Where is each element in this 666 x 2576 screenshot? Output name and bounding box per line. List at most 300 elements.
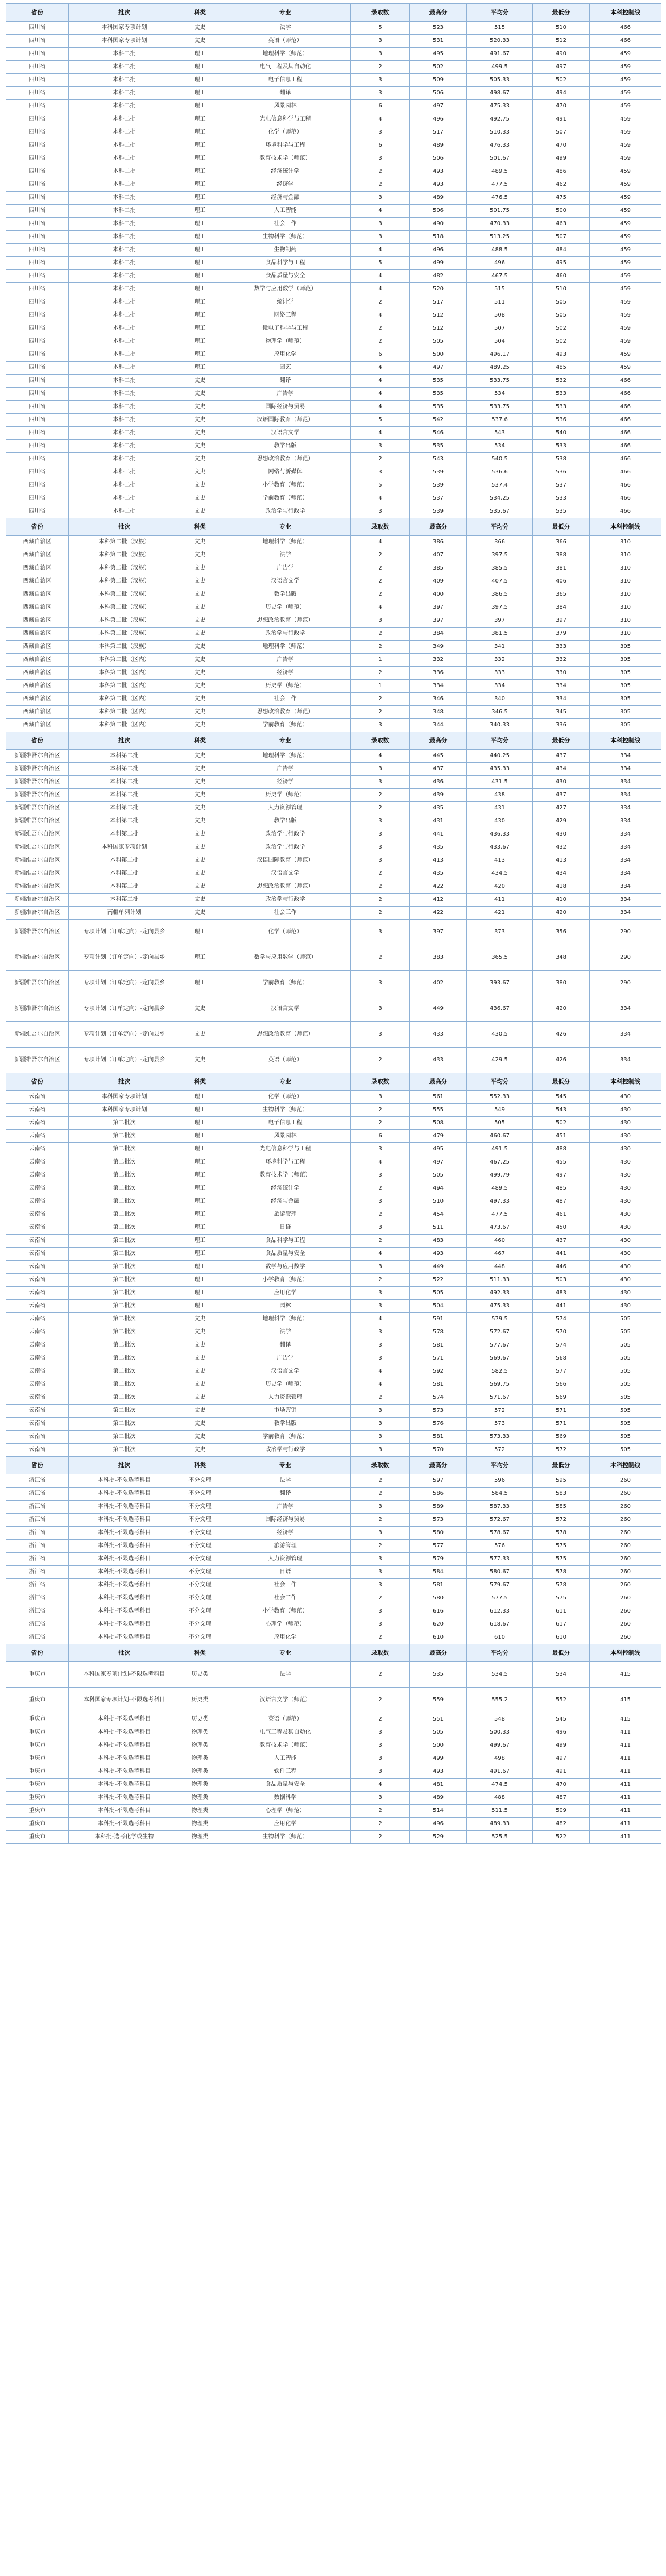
cell-admitted-count: 1 (351, 654, 410, 667)
cell-admitted-count: 3 (351, 126, 410, 139)
cell-category: 文史 (180, 614, 220, 628)
cell-batch: 第二批次 (69, 1405, 180, 1418)
cell-major: 社会工作 (220, 1579, 351, 1592)
cell-batch: 本科二批 (69, 244, 180, 257)
cell-control-line: 505 (590, 1339, 661, 1352)
cell-control-line: 430 (590, 1091, 661, 1104)
cell-avg-score: 407.5 (467, 575, 533, 588)
cell-province: 四川省 (6, 165, 69, 178)
cell-avg-score: 429.5 (467, 1048, 533, 1073)
cell-avg-score: 552.33 (467, 1091, 533, 1104)
cell-category: 理工 (180, 283, 220, 296)
cell-major: 汉语言文学 (220, 427, 351, 440)
header-max-score: 最高分 (410, 1644, 467, 1662)
cell-max-score: 509 (410, 74, 467, 87)
cell-avg-score: 430.5 (467, 1022, 533, 1048)
cell-admitted-count: 3 (351, 1431, 410, 1444)
cell-avg-score: 475.33 (467, 100, 533, 113)
cell-province: 浙江省 (6, 1592, 69, 1605)
cell-category: 历史类 (180, 1713, 220, 1726)
cell-max-score: 497 (410, 100, 467, 113)
cell-control-line: 260 (590, 1631, 661, 1644)
cell-batch: 本科第二批 (69, 776, 180, 789)
cell-admitted-count: 3 (351, 854, 410, 867)
cell-min-score: 437 (533, 789, 590, 802)
cell-admitted-count: 2 (351, 1592, 410, 1605)
cell-major: 电子信息工程 (220, 74, 351, 87)
cell-avg-score: 421 (467, 907, 533, 920)
cell-max-score: 535 (410, 440, 467, 453)
cell-category: 文史 (180, 828, 220, 841)
cell-control-line: 334 (590, 828, 661, 841)
header-admitted-count: 录取数 (351, 1457, 410, 1474)
cell-avg-score: 475.33 (467, 1300, 533, 1313)
cell-batch: 本科二批 (69, 178, 180, 192)
cell-category: 物理类 (180, 1765, 220, 1779)
cell-category: 文史 (180, 492, 220, 505)
cell-category: 文史 (180, 414, 220, 427)
cell-admitted-count: 3 (351, 1444, 410, 1457)
cell-control-line: 260 (590, 1605, 661, 1618)
cell-max-score: 494 (410, 1182, 467, 1195)
table-row (6, 492, 661, 505)
cell-batch: 本科第二批 (69, 750, 180, 763)
cell-min-score: 534 (533, 1662, 590, 1688)
cell-avg-score: 534.5 (467, 1662, 533, 1688)
cell-admitted-count: 3 (351, 35, 410, 48)
cell-control-line: 260 (590, 1566, 661, 1579)
cell-batch: 本科二批 (69, 505, 180, 518)
cell-batch: 南疆单列计划 (69, 907, 180, 920)
cell-control-line: 411 (590, 1805, 661, 1818)
cell-avg-score: 467 (467, 1248, 533, 1261)
cell-province: 四川省 (6, 322, 69, 335)
table-row (6, 1488, 661, 1501)
cell-batch: 第二批次 (69, 1143, 180, 1156)
table-row (6, 87, 661, 100)
cell-control-line: 260 (590, 1579, 661, 1592)
cell-min-score: 434 (533, 867, 590, 880)
cell-control-line: 459 (590, 296, 661, 309)
cell-min-score: 536 (533, 414, 590, 427)
cell-batch: 第二批次 (69, 1418, 180, 1431)
cell-max-score: 346 (410, 693, 467, 706)
cell-min-score: 441 (533, 1248, 590, 1261)
table-row (6, 693, 661, 706)
cell-major: 汉语国际教育（师范） (220, 414, 351, 427)
cell-min-score: 502 (533, 335, 590, 348)
header-major: 专业 (220, 518, 351, 536)
cell-control-line: 466 (590, 427, 661, 440)
cell-province: 浙江省 (6, 1527, 69, 1540)
cell-admitted-count: 2 (351, 1235, 410, 1248)
cell-control-line: 334 (590, 1048, 661, 1073)
cell-max-score: 576 (410, 1418, 467, 1431)
cell-control-line: 505 (590, 1352, 661, 1365)
cell-max-score: 481 (410, 1779, 467, 1792)
cell-province: 四川省 (6, 362, 69, 375)
cell-control-line: 466 (590, 492, 661, 505)
cell-admitted-count: 2 (351, 1818, 410, 1831)
cell-batch: 本科二批 (69, 139, 180, 152)
cell-province: 浙江省 (6, 1631, 69, 1644)
cell-major: 法学 (220, 549, 351, 562)
table-row (6, 1540, 661, 1553)
cell-major: 微电子科学与工程 (220, 322, 351, 335)
cell-min-score: 462 (533, 178, 590, 192)
cell-batch: 第二批次 (69, 1195, 180, 1208)
cell-control-line: 260 (590, 1540, 661, 1553)
cell-max-score: 559 (410, 1688, 467, 1713)
cell-avg-score: 498.67 (467, 87, 533, 100)
cell-control-line: 411 (590, 1831, 661, 1844)
cell-major: 人力资源管理 (220, 1391, 351, 1405)
cell-province: 浙江省 (6, 1579, 69, 1592)
table-row (6, 802, 661, 815)
cell-province: 新疆维吾尔自治区 (6, 828, 69, 841)
cell-major: 数学与应用数学（师范） (220, 283, 351, 296)
cell-major: 政治学与行政学 (220, 828, 351, 841)
cell-batch: 本科第二批 (69, 802, 180, 815)
cell-major: 人工智能 (220, 1752, 351, 1765)
cell-min-score: 533 (533, 401, 590, 414)
cell-admitted-count: 4 (351, 1378, 410, 1391)
cell-avg-score: 571.67 (467, 1391, 533, 1405)
cell-category: 理工 (180, 87, 220, 100)
header-admitted-count: 录取数 (351, 1073, 410, 1091)
cell-control-line: 459 (590, 61, 661, 74)
header-avg-score: 平均分 (467, 518, 533, 536)
cell-batch: 第二批次 (69, 1431, 180, 1444)
cell-max-score: 592 (410, 1365, 467, 1378)
cell-min-score: 485 (533, 1182, 590, 1195)
cell-major: 历史学（师范） (220, 789, 351, 802)
cell-control-line: 430 (590, 1248, 661, 1261)
cell-batch: 本科批-不限选考科目 (69, 1779, 180, 1792)
cell-admitted-count: 3 (351, 1418, 410, 1431)
header-max-score: 最高分 (410, 1073, 467, 1091)
table-row (6, 719, 661, 732)
cell-admitted-count: 2 (351, 1274, 410, 1287)
cell-batch: 第二批次 (69, 1378, 180, 1391)
cell-avg-score: 496 (467, 257, 533, 270)
table-row (6, 1662, 661, 1688)
cell-control-line: 459 (590, 87, 661, 100)
cell-category: 物理类 (180, 1831, 220, 1844)
cell-batch: 本科批-选考化学或生物 (69, 1831, 180, 1844)
cell-major: 学前教育（师范） (220, 971, 351, 996)
cell-major: 小学教育（师范） (220, 1274, 351, 1287)
cell-min-score: 537 (533, 479, 590, 492)
cell-min-score: 470 (533, 139, 590, 152)
cell-max-score: 431 (410, 815, 467, 828)
header-province: 省份 (6, 1457, 69, 1474)
cell-major: 法学 (220, 1662, 351, 1688)
cell-avg-score: 489.5 (467, 165, 533, 178)
header-province: 省份 (6, 732, 69, 750)
cell-province: 四川省 (6, 492, 69, 505)
cell-province: 云南省 (6, 1287, 69, 1300)
cell-admitted-count: 3 (351, 1726, 410, 1739)
cell-min-score: 495 (533, 257, 590, 270)
cell-major: 网络工程 (220, 309, 351, 322)
cell-control-line: 459 (590, 270, 661, 283)
cell-control-line: 334 (590, 867, 661, 880)
cell-major: 翻译 (220, 87, 351, 100)
cell-batch: 专项计划（订单定向）-定向县乡 (69, 971, 180, 996)
cell-max-score: 589 (410, 1501, 467, 1514)
cell-max-score: 546 (410, 427, 467, 440)
cell-batch: 本科批-不限选考科目 (69, 1713, 180, 1726)
cell-min-score: 585 (533, 1501, 590, 1514)
cell-avg-score: 498 (467, 1752, 533, 1765)
cell-admitted-count: 2 (351, 1488, 410, 1501)
cell-province: 云南省 (6, 1431, 69, 1444)
header-major: 专业 (220, 1073, 351, 1091)
cell-province: 新疆维吾尔自治区 (6, 854, 69, 867)
cell-category: 文史 (180, 693, 220, 706)
cell-category: 文史 (180, 22, 220, 35)
cell-avg-score: 513.25 (467, 231, 533, 244)
cell-batch: 第二批次 (69, 1326, 180, 1339)
table-row (6, 192, 661, 205)
cell-category: 理工 (180, 1130, 220, 1143)
table-row (6, 1579, 661, 1592)
cell-admitted-count: 3 (351, 1553, 410, 1566)
cell-major: 法学 (220, 1474, 351, 1488)
cell-province: 浙江省 (6, 1488, 69, 1501)
cell-province: 重庆市 (6, 1779, 69, 1792)
cell-avg-score: 582.5 (467, 1365, 533, 1378)
cell-province: 西藏自治区 (6, 680, 69, 693)
cell-avg-score: 448 (467, 1261, 533, 1274)
cell-control-line: 459 (590, 244, 661, 257)
cell-avg-score: 569.67 (467, 1352, 533, 1365)
cell-control-line: 430 (590, 1235, 661, 1248)
cell-province: 四川省 (6, 283, 69, 296)
cell-major: 旅游管理 (220, 1540, 351, 1553)
cell-major: 数学与应用数学 (220, 1261, 351, 1274)
cell-min-score: 575 (533, 1553, 590, 1566)
cell-max-score: 407 (410, 549, 467, 562)
cell-admitted-count: 3 (351, 1339, 410, 1352)
table-row (6, 1474, 661, 1488)
table-row (6, 1208, 661, 1221)
cell-min-score: 543 (533, 1104, 590, 1117)
cell-min-score: 533 (533, 388, 590, 401)
cell-province: 西藏自治区 (6, 719, 69, 732)
table-row (6, 388, 661, 401)
cell-province: 浙江省 (6, 1566, 69, 1579)
cell-category: 不分文理 (180, 1566, 220, 1579)
cell-max-score: 433 (410, 1048, 467, 1073)
cell-avg-score: 413 (467, 854, 533, 867)
cell-batch: 本科第二批（区内） (69, 706, 180, 719)
cell-batch: 本科批-不限选考科目 (69, 1792, 180, 1805)
cell-max-score: 539 (410, 479, 467, 492)
cell-batch: 第二批次 (69, 1235, 180, 1248)
cell-max-score: 439 (410, 789, 467, 802)
cell-major: 教学出版 (220, 588, 351, 601)
table-row (6, 205, 661, 218)
cell-max-score: 573 (410, 1514, 467, 1527)
cell-max-score: 489 (410, 1792, 467, 1805)
cell-control-line: 430 (590, 1156, 661, 1169)
cell-category: 不分文理 (180, 1488, 220, 1501)
cell-avg-score: 511.5 (467, 1805, 533, 1818)
header-province: 省份 (6, 1644, 69, 1662)
cell-avg-score: 473.67 (467, 1221, 533, 1235)
cell-max-score: 543 (410, 453, 467, 466)
cell-min-score: 536 (533, 466, 590, 479)
cell-province: 新疆维吾尔自治区 (6, 907, 69, 920)
cell-major: 翻译 (220, 1488, 351, 1501)
cell-category: 理工 (180, 322, 220, 335)
cell-batch: 本科批-不限选考科目 (69, 1527, 180, 1540)
cell-min-score: 485 (533, 362, 590, 375)
cell-admitted-count: 3 (351, 152, 410, 165)
cell-avg-score: 540.5 (467, 453, 533, 466)
cell-max-score: 616 (410, 1605, 467, 1618)
header-category: 科类 (180, 518, 220, 536)
header-control-line: 本科控制线 (590, 4, 661, 22)
cell-category: 文史 (180, 907, 220, 920)
cell-max-score: 402 (410, 971, 467, 996)
cell-major: 学前教育（师范） (220, 492, 351, 505)
table-row (6, 505, 661, 518)
cell-admitted-count: 3 (351, 1022, 410, 1048)
cell-category: 文史 (180, 466, 220, 479)
cell-avg-score: 492.75 (467, 113, 533, 126)
cell-control-line: 430 (590, 1274, 661, 1287)
cell-batch: 本科批-不限选考科目 (69, 1553, 180, 1566)
cell-admitted-count: 2 (351, 1688, 410, 1713)
table-row (6, 789, 661, 802)
cell-avg-score: 504 (467, 335, 533, 348)
cell-control-line: 310 (590, 562, 661, 575)
cell-province: 云南省 (6, 1235, 69, 1248)
cell-max-score: 496 (410, 113, 467, 126)
cell-major: 经济学 (220, 667, 351, 680)
cell-batch: 本科二批 (69, 283, 180, 296)
cell-batch: 本科批-不限选考科目 (69, 1818, 180, 1831)
table-row (6, 667, 661, 680)
cell-province: 云南省 (6, 1195, 69, 1208)
cell-admitted-count: 6 (351, 348, 410, 362)
cell-category: 文史 (180, 536, 220, 549)
cell-major: 物理学（师范） (220, 335, 351, 348)
cell-batch: 第二批次 (69, 1444, 180, 1457)
cell-batch: 第二批次 (69, 1300, 180, 1313)
table-row (6, 1130, 661, 1143)
cell-avg-score: 610 (467, 1631, 533, 1644)
cell-province: 云南省 (6, 1365, 69, 1378)
table-row (6, 231, 661, 244)
cell-min-score: 379 (533, 628, 590, 641)
cell-avg-score: 476.5 (467, 192, 533, 205)
cell-admitted-count: 2 (351, 1540, 410, 1553)
cell-admitted-count: 3 (351, 1221, 410, 1235)
cell-max-score: 497 (410, 362, 467, 375)
cell-batch: 本科第二批（区内） (69, 719, 180, 732)
cell-batch: 本科二批 (69, 152, 180, 165)
cell-province: 四川省 (6, 61, 69, 74)
table-row (6, 614, 661, 628)
cell-max-score: 483 (410, 1235, 467, 1248)
cell-major: 园艺 (220, 362, 351, 375)
cell-admitted-count: 3 (351, 218, 410, 231)
cell-province: 云南省 (6, 1391, 69, 1405)
cell-min-score: 522 (533, 1831, 590, 1844)
header-major: 专业 (220, 732, 351, 750)
table-row (6, 178, 661, 192)
cell-admitted-count: 4 (351, 113, 410, 126)
cell-major: 英语（师范） (220, 1713, 351, 1726)
cell-category: 理工 (180, 1300, 220, 1313)
cell-control-line: 260 (590, 1618, 661, 1631)
header-category: 科类 (180, 1644, 220, 1662)
cell-major: 生物科学（师范） (220, 231, 351, 244)
cell-batch: 本科第二批（区内） (69, 667, 180, 680)
cell-admitted-count: 4 (351, 270, 410, 283)
cell-max-score: 433 (410, 1022, 467, 1048)
cell-min-score: 437 (533, 750, 590, 763)
cell-major: 思想政治教育（师范） (220, 706, 351, 719)
cell-batch: 第二批次 (69, 1391, 180, 1405)
cell-avg-score: 577.33 (467, 1553, 533, 1566)
cell-max-score: 502 (410, 61, 467, 74)
table-row (6, 1818, 661, 1831)
cell-admitted-count: 4 (351, 492, 410, 505)
table-row (6, 996, 661, 1022)
cell-major: 汉语国际教育（师范） (220, 854, 351, 867)
cell-avg-score: 433.67 (467, 841, 533, 854)
cell-min-score: 533 (533, 440, 590, 453)
cell-min-score: 499 (533, 1739, 590, 1752)
cell-min-score: 502 (533, 1117, 590, 1130)
cell-control-line: 459 (590, 283, 661, 296)
cell-admitted-count: 3 (351, 996, 410, 1022)
cell-control-line: 310 (590, 575, 661, 588)
cell-major: 国际经济与贸易 (220, 1514, 351, 1527)
cell-avg-score: 537.4 (467, 479, 533, 492)
cell-category: 不分文理 (180, 1605, 220, 1618)
cell-major: 经济统计学 (220, 1182, 351, 1195)
table-header-row (6, 732, 661, 750)
cell-min-score: 336 (533, 719, 590, 732)
cell-min-score: 507 (533, 231, 590, 244)
header-batch: 批次 (69, 732, 180, 750)
cell-major: 教学出版 (220, 815, 351, 828)
table-row (6, 894, 661, 907)
cell-min-score: 569 (533, 1391, 590, 1405)
cell-min-score: 510 (533, 283, 590, 296)
cell-major: 风景园林 (220, 1130, 351, 1143)
cell-avg-score: 587.33 (467, 1501, 533, 1514)
cell-major: 教育技术学（师范） (220, 1169, 351, 1182)
cell-batch: 本科二批 (69, 309, 180, 322)
cell-max-score: 512 (410, 309, 467, 322)
cell-avg-score: 499.5 (467, 61, 533, 74)
cell-avg-score: 431 (467, 802, 533, 815)
cell-admitted-count: 3 (351, 1618, 410, 1631)
cell-min-score: 461 (533, 1208, 590, 1221)
cell-min-score: 333 (533, 641, 590, 654)
table-row (6, 601, 661, 614)
table-row (6, 1391, 661, 1405)
table-row (6, 1765, 661, 1779)
cell-province: 西藏自治区 (6, 536, 69, 549)
